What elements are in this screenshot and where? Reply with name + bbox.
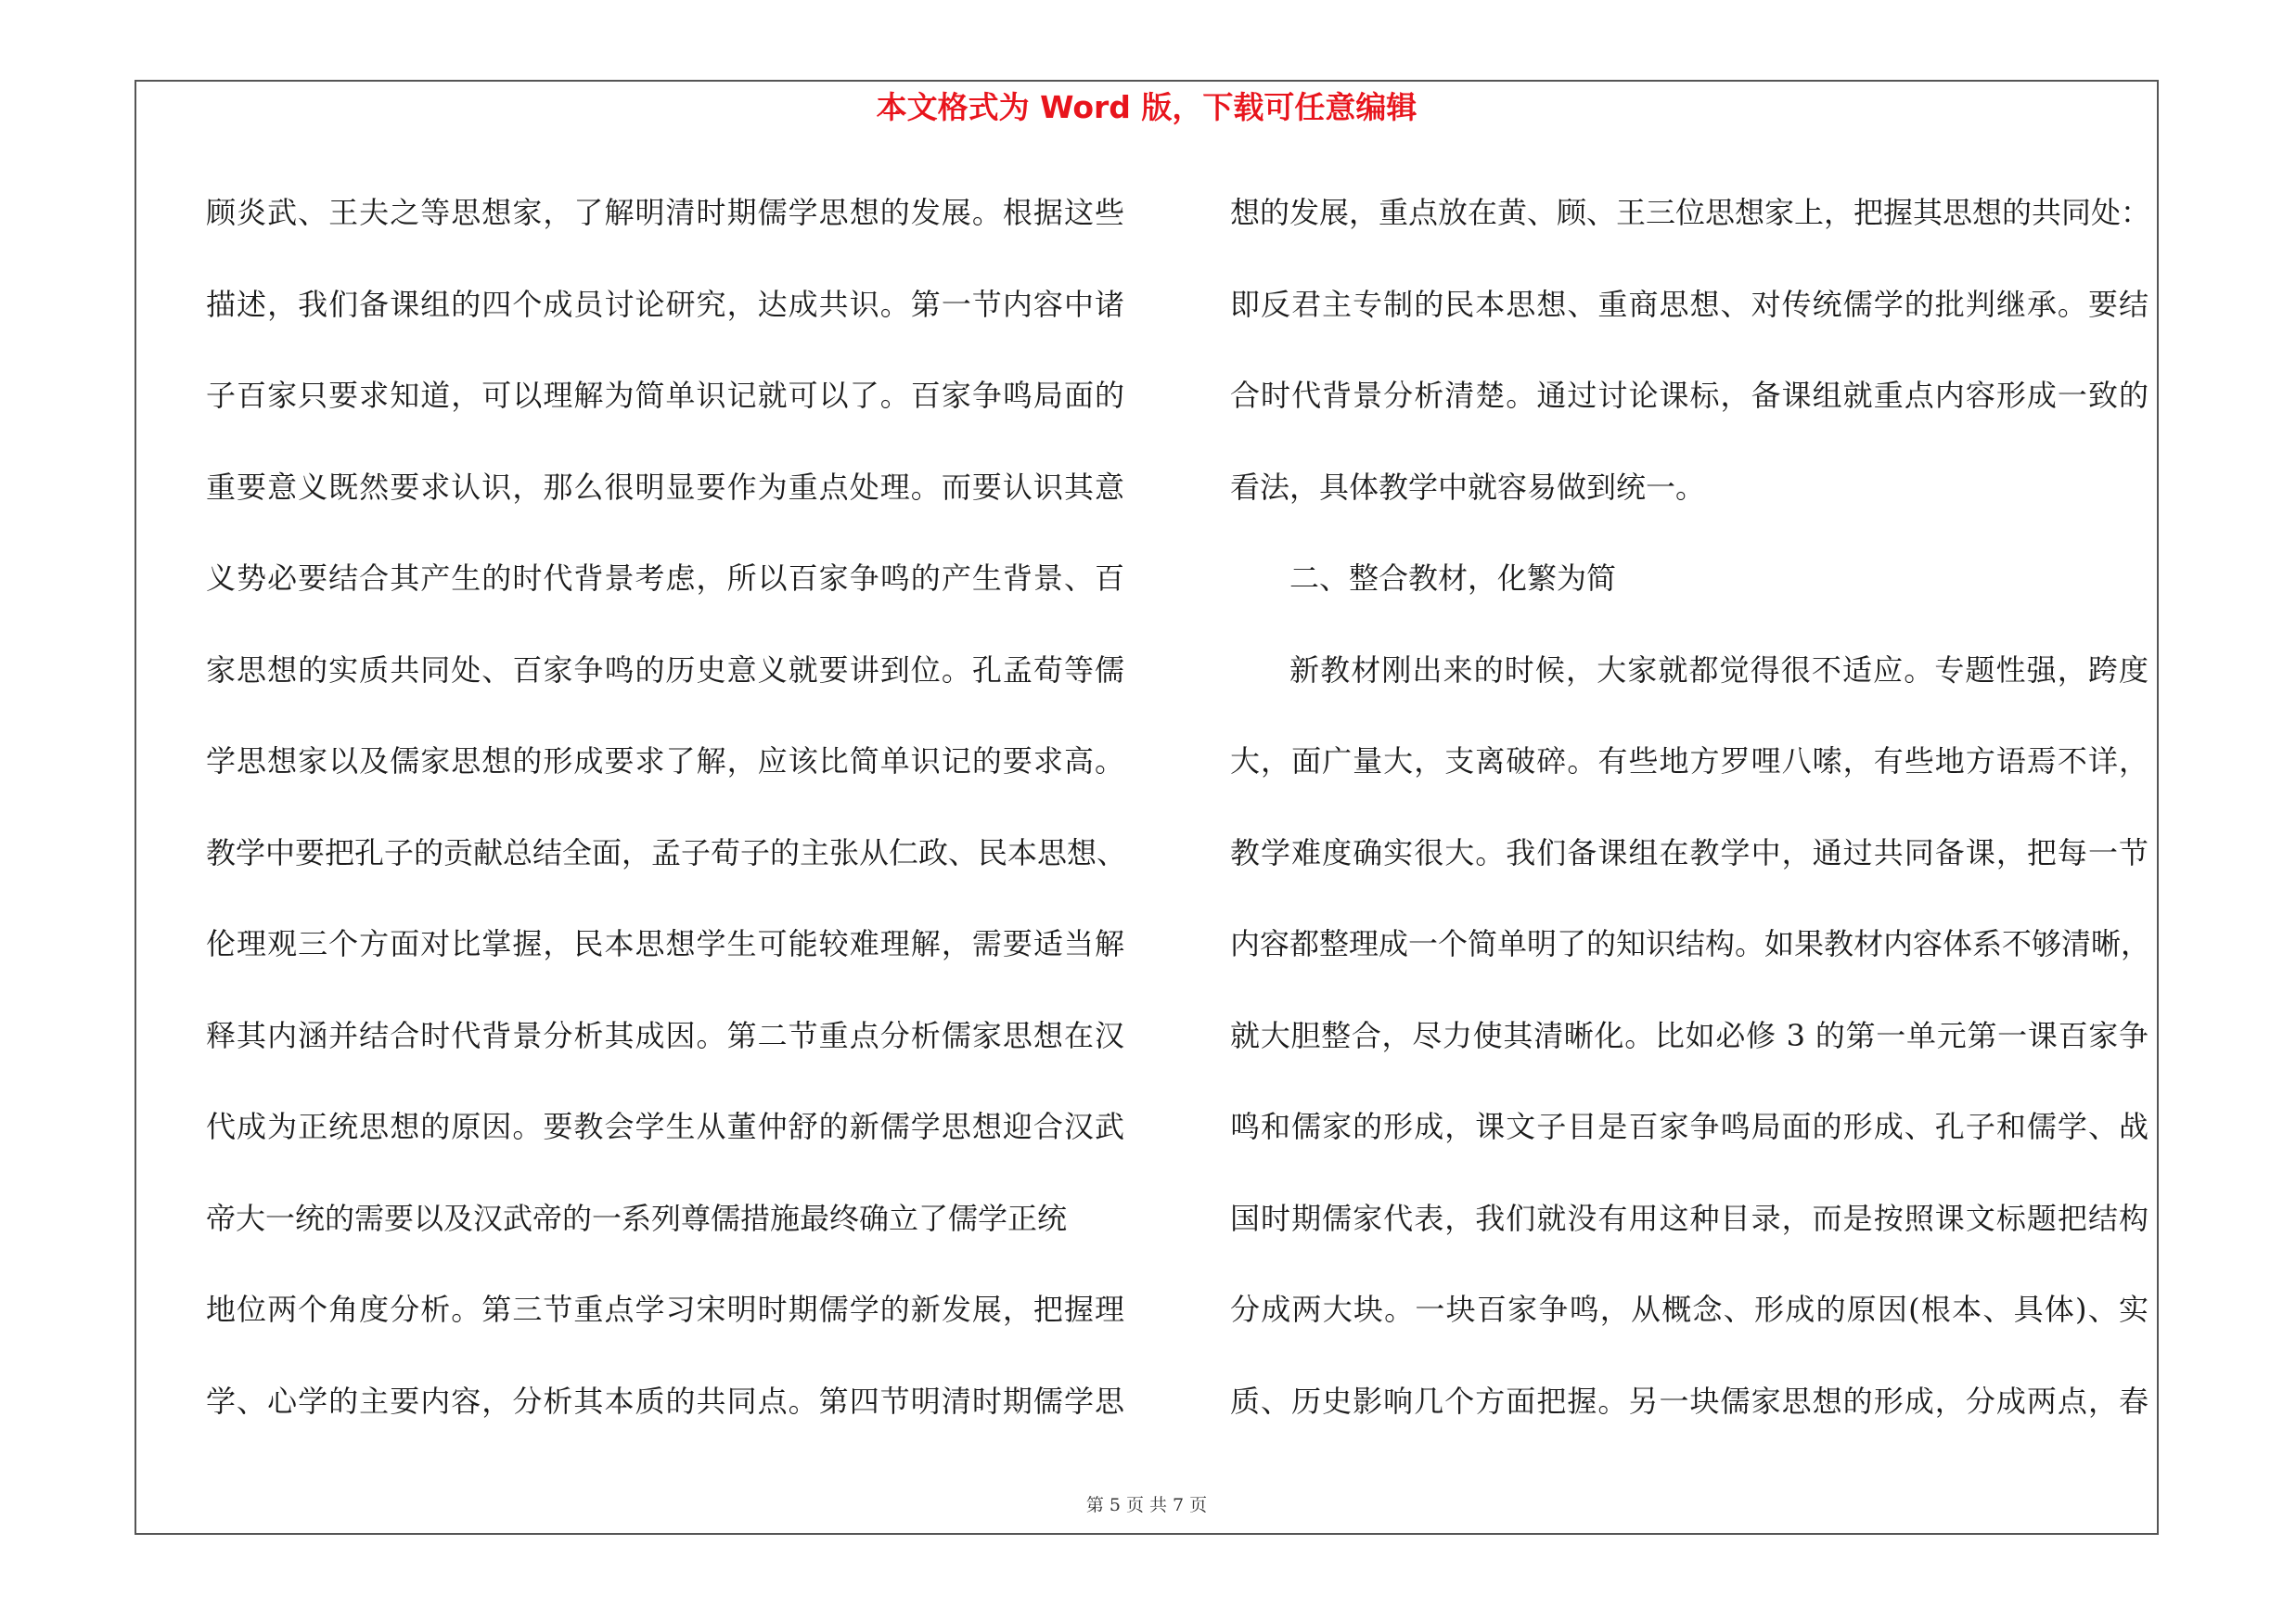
text-line: 大，面广量大，支离破碎。有些地方罗哩八嗦，有些地方语焉不详，: [1230, 743, 2148, 779]
text-line: 释其内涵并结合时代背景分析其成因。第二节重点分析儒家思想在汉: [206, 1017, 1124, 1053]
text-line: 教学中要把孔子的贡献总结全面，孟子荀子的主张从仁政、民本思想、: [206, 834, 1127, 870]
text-line: 分成两大块。一块百家争鸣，从概念、形成的原因(根本、具体)、实: [1230, 1292, 2148, 1327]
text-line: 顾炎武、王夫之等思想家，了解明清时期儒学思想的发展。根据这些: [206, 195, 1124, 230]
text-line: 看法，具体教学中就容易做到统一。: [1230, 469, 1706, 505]
format-banner: 本文格式为 Word 版，下载可任意编辑: [876, 89, 1417, 125]
text-line: 伦理观三个方面对比掌握，民本思想学生可能较难理解，需要适当解: [206, 926, 1124, 961]
text-line: 质、历史影响几个方面把握。另一块儒家思想的形成，分成两点，春: [1230, 1383, 2148, 1419]
text-line: 教学难度确实很大。我们备课组在教学中，通过共同备课，把每一节: [1230, 834, 2148, 870]
text-line: 学思想家以及儒家思想的形成要求了解，应该比简单识记的要求高。: [206, 743, 1124, 779]
text-line: 合时代背景分析清楚。通过讨论课标，备课组就重点内容形成一致的: [1230, 378, 2148, 413]
right-text-column: [1230, 185, 2151, 1464]
text-line: 义势必要结合其产生的时代背景考虑，所以百家争鸣的产生背景、百: [206, 560, 1124, 596]
text-line: 新教材刚出来的时候，大家就都觉得很不适应。专题性强，跨度: [1289, 651, 2148, 688]
text-line: 地位两个角度分析。第三节重点学习宋明时期儒学的新发展，把握理: [206, 1292, 1124, 1327]
text-line: 就大胆整合，尽力使其清晰化。比如必修 3 的第一单元第一课百家争: [1230, 1017, 2148, 1053]
text-line: 学、心学的主要内容，分析其本质的共同点。第四节明清时期儒学思: [206, 1383, 1124, 1419]
left-text-column: [206, 185, 1127, 1464]
text-line: 国时期儒家代表，我们就没有用这种目录，而是按照课文标题把结构: [1230, 1200, 2148, 1236]
text-line: 子百家只要求知道，可以理解为简单识记就可以了。百家争鸣局面的: [206, 378, 1124, 413]
text-line: 想的发展，重点放在黄、顾、王三位思想家上，把握其思想的共同处：: [1230, 195, 2151, 230]
text-line: 内容都整理成一个简单明了的知识结构。如果教材内容体系不够清晰，: [1230, 926, 2151, 961]
text-line: 代成为正统思想的原因。要教会学生从董仲舒的新儒学思想迎合汉武: [206, 1109, 1124, 1144]
text-line: 描述，我们备课组的四个成员讨论研究，达成共识。第一节内容中诸: [206, 286, 1124, 322]
text-line: 帝大一统的需要以及汉武帝的一系列尊儒措施最终确立了儒学正统: [206, 1200, 1068, 1236]
page-number: 第 5 页 共 7 页: [1085, 1495, 1208, 1515]
text-line: 重要意义既然要求认识，那么很明显要作为重点处理。而要认识其意: [206, 469, 1124, 505]
text-line: 家思想的实质共同处、百家争鸣的历史意义就要讲到位。孔孟荀等儒: [206, 651, 1124, 688]
text-line: 鸣和儒家的形成，课文子目是百家争鸣局面的形成、孔子和儒学、战: [1230, 1109, 2148, 1144]
text-line: 即反君主专制的民本思想、重商思想、对传统儒学的批判继承。要结: [1230, 286, 2148, 322]
section-heading: 二、整合教材，化繁为简: [1289, 560, 1617, 596]
